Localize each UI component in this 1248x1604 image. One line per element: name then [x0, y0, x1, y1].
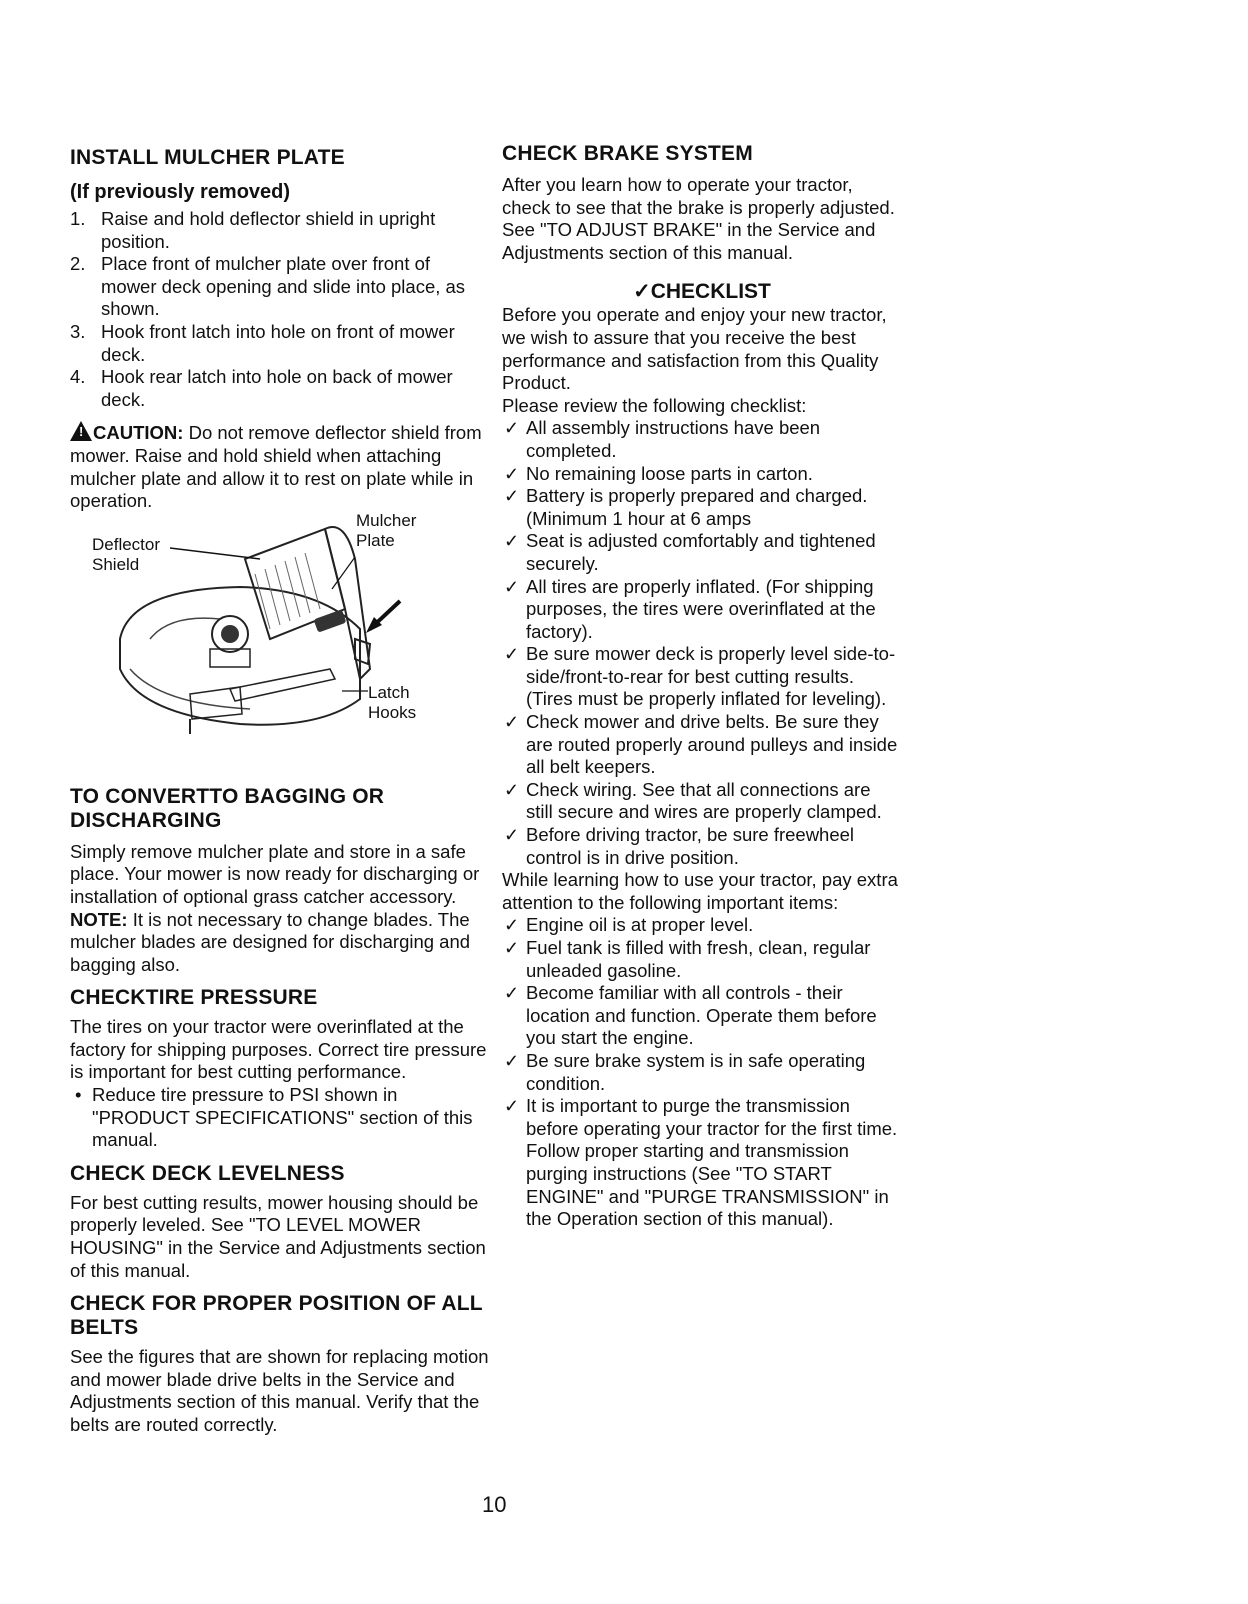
step-item: 3. Hook front latch into hole on front of mower deck.	[70, 320, 455, 365]
check-icon: ✓	[504, 938, 520, 958]
mulcher-steps	[70, 208, 490, 411]
checklist-item: ✓ Be sure mower deck is properly level side-to-side/front-to-rear for best cutting results. (Tires must be properly inflated for leveling).	[504, 643, 896, 710]
learning-item: ✓ It is important to purge the transmission before operating your tractor for the first time. Follow proper starting and transmission purging instructions (See "TO START ENGINE" and "PURGE TRANSMISSION" in the Operation section of this manual).	[504, 1095, 898, 1230]
caution-note	[70, 421, 490, 512]
bullet-icon: •	[75, 1084, 82, 1106]
checklist-item: ✓ Battery is properly prepared and charged. (Minimum 1 hour at 6 amps	[504, 485, 868, 529]
belts-title: CHECK FOR PROPER POSITION OF ALL BELTS	[70, 1292, 483, 1340]
check-icon: ✓	[504, 712, 520, 733]
convert-text: Simply remove mulcher plate and store in a safe place. Your mower is now ready for discharging or installation of optional grass catcher accessory.	[70, 840, 480, 907]
belts-text: See the figures that are shown for replacing motion and mower blade drive belts in the Service and Adjustments section of this manual. Verify that the belts are routed correctly.	[70, 1346, 489, 1435]
step-item: 4. Hook rear latch into hole on back of mower deck.	[70, 366, 453, 410]
check-icon: ✓	[504, 983, 520, 1004]
step-item: 2. Place front of mulcher plate over front of mower deck opening and slide into place, as shown.	[70, 253, 466, 320]
caution-label: CAUTION:	[93, 422, 184, 444]
check-icon: ✓	[504, 463, 520, 484]
check-icon: ✓	[504, 576, 520, 597]
label-hooks: Hooks	[368, 702, 417, 722]
checklist-title: ✓CHECKLIST	[633, 280, 771, 304]
checklist-item: ✓ Check wiring. See that all connections are still secure and wires are properly clamped.	[504, 778, 882, 823]
convert-title: TO CONVERTTO BAGGING OR DISCHARGING	[70, 784, 385, 832]
check-icon: ✓	[504, 1050, 520, 1071]
brake-text: After you learn how to operate your tractor, check to see that the brake is properly adjusted. See "TO ADJUST BRAKE" in the Service and Adjustments section of this manual.	[502, 174, 895, 263]
checklist-item: ✓ Before driving tractor, be sure freewheel control is in drive position.	[504, 824, 855, 868]
check-icon: ✓	[504, 486, 520, 507]
step-item: 1. Raise and hold deflector shield in upright position.	[70, 208, 436, 252]
warning-icon: !	[70, 421, 92, 441]
checklist-review: Please review the following checklist:	[502, 394, 807, 416]
check-icon: ✓	[504, 779, 520, 800]
mulcher-subtitle: (If previously removed)	[70, 181, 291, 203]
mulcher-title: INSTALL MULCHER PLATE	[70, 146, 345, 169]
checklist-item: ✓ All assembly instructions have been completed.	[504, 417, 821, 461]
check-icon: ✓	[504, 1096, 520, 1117]
learning-item: ✓ Engine oil is at proper level.	[504, 914, 754, 936]
checklist	[502, 417, 902, 869]
label-shield: Shield	[92, 554, 140, 574]
note-text: It is not necessary to change blades. The mulcher blades are designed for discharging and bagging also.	[70, 908, 471, 975]
note-label: NOTE:	[70, 908, 128, 930]
check-icon: ✓	[504, 825, 520, 846]
learning-intro: While learning how to use your tractor, pay extra attention to the following important items:	[502, 869, 898, 913]
caution-text: Do not remove deflector shield from mower. Raise and hold shield when attaching mulcher plate and allow it to rest on plate while in operation.	[70, 422, 482, 512]
tire-bullet: • Reduce tire pressure to PSI shown in "PRODUCT SPECIFICATIONS" section of this manual.	[75, 1084, 473, 1151]
learning-item: ✓ Be sure brake system is in safe operating condition.	[504, 1049, 866, 1094]
check-icon: ✓	[504, 418, 520, 439]
label-mulcher: Mulcher	[356, 510, 417, 530]
checklist-item: ✓ No remaining loose parts in carton.	[504, 462, 813, 484]
note-paragraph	[70, 909, 490, 977]
brake-title: CHECK BRAKE SYSTEM	[502, 142, 753, 165]
right-column	[502, 142, 902, 1231]
check-icon: ✓	[504, 531, 520, 552]
mulcher-figure	[70, 510, 470, 779]
label-latch: Latch	[368, 682, 410, 702]
learning-list	[502, 914, 902, 1230]
checklist-intro: Before you operate and enjoy your new tractor, we wish to assure that you receive the best performance and satisfaction from this Quality Product.	[502, 304, 887, 394]
label-deflector: Deflector	[92, 534, 161, 554]
left-column	[70, 146, 490, 1437]
check-icon: ✓	[504, 915, 520, 936]
deck-title: CHECK DECK LEVELNESS	[70, 1161, 345, 1185]
label-plate: Plate	[356, 530, 395, 550]
page-number: 10	[482, 1492, 507, 1517]
checklist-item: ✓ Check mower and drive belts. Be sure they are routed properly around pulleys and inside all belt keepers.	[504, 711, 898, 778]
checklist-item: ✓ Seat is adjusted comfortably and tightened securely.	[504, 530, 876, 574]
learning-item: ✓ Fuel tank is filled with fresh, clean, regular unleaded gasoline.	[504, 937, 871, 981]
learning-item: ✓ Become familiar with all controls - their location and function. Operate them before you start the engine.	[504, 982, 877, 1049]
checklist-item: ✓ All tires are properly inflated. (For shipping purposes, the tires were overinflated at the factory).	[504, 575, 876, 642]
tire-text: The tires on your tractor were overinflated at the factory for shipping purposes. Correct tire pressure is important for best cutting performance.	[70, 1016, 487, 1083]
tire-title: CHECKTIRE PRESSURE	[70, 986, 318, 1010]
deck-text: For best cutting results, mower housing should be properly leveled. See "TO LEVEL MOWER HOUSING" in the Service and Adjustments section of this manual.	[70, 1191, 486, 1281]
check-icon: ✓	[504, 644, 520, 665]
